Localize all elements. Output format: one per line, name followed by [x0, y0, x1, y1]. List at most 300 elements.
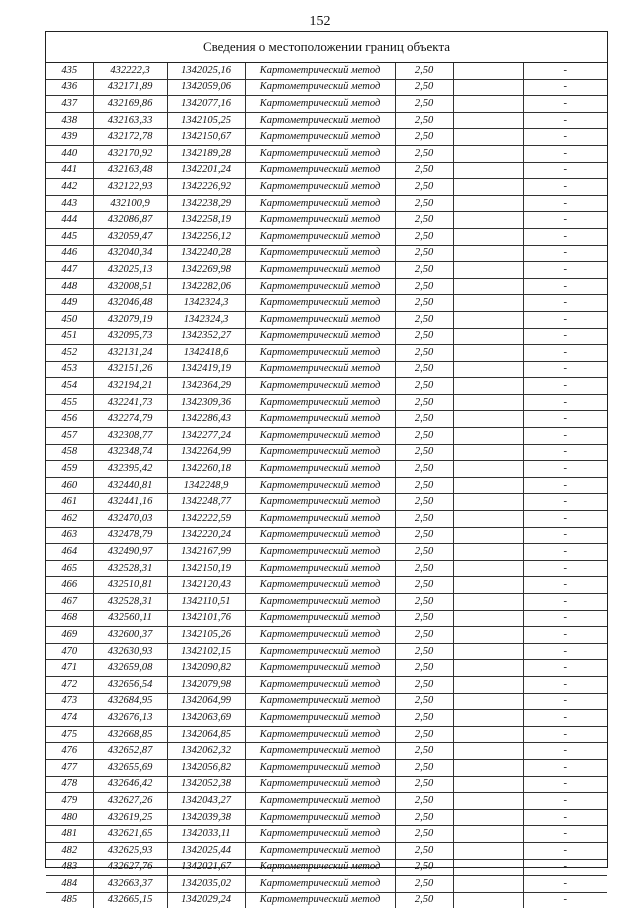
extra-cell: [453, 826, 523, 843]
precision-cell: 2,50: [395, 743, 453, 760]
precision-cell: 2,50: [395, 162, 453, 179]
x-coordinate-cell: 432560,11: [93, 610, 167, 627]
precision-cell: 2,50: [395, 378, 453, 395]
dash-cell: -: [523, 96, 607, 113]
document-table-frame: [45, 31, 608, 906]
table-title: Сведения о местоположении границ объекта: [46, 32, 607, 63]
point-number-cell: 451: [46, 328, 93, 345]
x-coordinate-cell: 432171,89: [93, 79, 167, 96]
dash-cell: -: [523, 527, 607, 544]
precision-cell: 2,50: [395, 859, 453, 876]
x-coordinate-cell: 432395,42: [93, 461, 167, 478]
method-cell: Картометрический метод: [245, 842, 395, 859]
dash-cell: -: [523, 145, 607, 162]
precision-cell: 2,50: [395, 328, 453, 345]
point-number-cell: 440: [46, 145, 93, 162]
method-cell: Картометрический метод: [245, 212, 395, 229]
extra-cell: [453, 627, 523, 644]
method-cell: Картометрический метод: [245, 112, 395, 129]
method-cell: Картометрический метод: [245, 610, 395, 627]
x-coordinate-cell: 432630,93: [93, 643, 167, 660]
extra-cell: [453, 842, 523, 859]
table-row: [46, 262, 607, 279]
precision-cell: 2,50: [395, 477, 453, 494]
dash-cell: -: [523, 179, 607, 196]
extra-cell: [453, 162, 523, 179]
method-cell: Картометрический метод: [245, 693, 395, 710]
precision-cell: 2,50: [395, 129, 453, 146]
extra-cell: [453, 411, 523, 428]
point-number-cell: 441: [46, 162, 93, 179]
extra-cell: [453, 693, 523, 710]
dash-cell: -: [523, 693, 607, 710]
y-coordinate-cell: 1342256,12: [167, 228, 245, 245]
dash-cell: -: [523, 394, 607, 411]
x-coordinate-cell: 432222,3: [93, 63, 167, 79]
dash-cell: -: [523, 245, 607, 262]
point-number-cell: 447: [46, 262, 93, 279]
x-coordinate-cell: 432046,48: [93, 295, 167, 312]
precision-cell: 2,50: [395, 610, 453, 627]
point-number-cell: 438: [46, 112, 93, 129]
dash-cell: -: [523, 428, 607, 445]
x-coordinate-cell: 432646,42: [93, 776, 167, 793]
precision-cell: 2,50: [395, 627, 453, 644]
extra-cell: [453, 776, 523, 793]
y-coordinate-cell: 1342101,76: [167, 610, 245, 627]
dash-cell: -: [523, 759, 607, 776]
dash-cell: -: [523, 212, 607, 229]
y-coordinate-cell: 1342220,24: [167, 527, 245, 544]
dash-cell: -: [523, 162, 607, 179]
extra-cell: [453, 96, 523, 113]
dash-cell: -: [563, 894, 567, 906]
point-number-cell: 455: [46, 394, 93, 411]
method-cell: Картометрический метод: [245, 195, 395, 212]
x-coordinate-cell: 432122,93: [93, 179, 167, 196]
table-row: [46, 494, 607, 511]
method-cell: Картометрический метод: [245, 594, 395, 611]
dash-cell: -: [523, 560, 607, 577]
method-cell: Картометрический метод: [245, 295, 395, 312]
method-cell: Картометрический метод: [245, 710, 395, 727]
method-cell: Картометрический метод: [245, 876, 395, 893]
method-cell: Картометрический метод: [245, 477, 395, 494]
table-row: [46, 361, 607, 378]
method-cell: Картометрический метод: [245, 278, 395, 295]
table-row: [46, 228, 607, 245]
dash-cell: -: [523, 262, 607, 279]
method-cell: Картометрический метод: [245, 228, 395, 245]
extra-cell: [453, 328, 523, 345]
method-cell: Картометрический метод: [245, 96, 395, 113]
y-coordinate-cell: 1342418,6: [167, 345, 245, 362]
method-cell: Картометрический метод: [245, 643, 395, 660]
dash-cell: -: [523, 378, 607, 395]
precision-cell: 2,50: [395, 544, 453, 561]
x-coordinate-cell: 432625,93: [93, 842, 167, 859]
extra-cell: [453, 859, 523, 876]
table-row: [46, 876, 607, 893]
y-coordinate-cell: 1342248,9: [167, 477, 245, 494]
table-row: [46, 195, 607, 212]
y-coordinate-cell: 1342150,67: [167, 129, 245, 146]
dash-cell: -: [523, 876, 607, 893]
x-coordinate-cell: 432172,78: [93, 129, 167, 146]
point-number-cell: 462: [46, 511, 93, 528]
point-number-cell: 461: [46, 494, 93, 511]
precision-cell: 2,50: [395, 262, 453, 279]
table-row: [46, 129, 607, 146]
method-cell: Картометрический метод: [245, 328, 395, 345]
extra-cell: [453, 594, 523, 611]
table-row: [46, 477, 607, 494]
precision-cell: 2,50: [395, 876, 453, 893]
method-cell: Картометрический метод: [245, 179, 395, 196]
extra-cell: [453, 278, 523, 295]
precision-cell: 2,50: [395, 676, 453, 693]
extra-cell: [453, 527, 523, 544]
dash-cell: -: [523, 477, 607, 494]
table-row: [46, 544, 607, 561]
dash-cell: -: [523, 676, 607, 693]
dash-cell: -: [523, 660, 607, 677]
table-row: [46, 145, 607, 162]
y-coordinate-cell: 1342021,67: [167, 859, 245, 876]
table-row: [46, 394, 607, 411]
y-coordinate-cell: 1342260,18: [167, 461, 245, 478]
extra-cell: [453, 295, 523, 312]
dash-cell: -: [523, 511, 607, 528]
extra-cell: [453, 710, 523, 727]
x-coordinate-cell: 432440,81: [93, 477, 167, 494]
table-row: [46, 295, 607, 312]
precision-cell: 2,50: [395, 527, 453, 544]
dash-cell: -: [523, 842, 607, 859]
x-coordinate-cell: 432008,51: [93, 278, 167, 295]
point-number-cell: 463: [46, 527, 93, 544]
method-cell: Картометрический метод: [245, 162, 395, 179]
point-number-cell: 435: [46, 63, 93, 79]
x-coordinate-cell: 432478,79: [93, 527, 167, 544]
x-coordinate-cell: 432100,9: [93, 195, 167, 212]
dash-cell: -: [523, 776, 607, 793]
point-number-cell: 477: [46, 759, 93, 776]
precision-cell: 2,50: [395, 759, 453, 776]
precision-cell: 2,50: [395, 311, 453, 328]
method-cell: Картометрический метод: [245, 129, 395, 146]
table-row: [46, 809, 607, 826]
table-row: [46, 892, 607, 908]
x-coordinate-cell: 432627,26: [93, 793, 167, 810]
table-row: [46, 328, 607, 345]
point-number-cell: 459: [46, 461, 93, 478]
extra-cell: [453, 428, 523, 445]
dash-cell: -: [523, 726, 607, 743]
point-number-cell: 467: [46, 594, 93, 611]
x-coordinate-cell: 432169,86: [93, 96, 167, 113]
x-coordinate-cell: 432095,73: [93, 328, 167, 345]
extra-cell: [453, 461, 523, 478]
precision-cell: 2,50: [395, 826, 453, 843]
extra-cell: [453, 394, 523, 411]
y-coordinate-cell: 1342248,77: [167, 494, 245, 511]
precision-cell: 2,50: [395, 245, 453, 262]
dash-cell: -: [523, 361, 607, 378]
x-coordinate-cell: 432663,37: [93, 876, 167, 893]
y-coordinate-cell: 1342258,19: [167, 212, 245, 229]
table-row: [46, 411, 607, 428]
dash-cell: -: [523, 295, 607, 312]
precision-cell: 2,50: [395, 461, 453, 478]
x-coordinate-cell: 432163,33: [93, 112, 167, 129]
table-row: [46, 759, 607, 776]
method-cell: Картометрический метод: [245, 262, 395, 279]
method-cell: Картометрический метод: [245, 527, 395, 544]
y-coordinate-cell: 1342282,06: [167, 278, 245, 295]
x-coordinate-cell: 432655,69: [93, 759, 167, 776]
x-coordinate-cell: 432656,54: [93, 676, 167, 693]
method-cell: Картометрический метод: [245, 776, 395, 793]
table-row: [46, 444, 607, 461]
point-number-cell: 466: [46, 577, 93, 594]
table-row: [46, 660, 607, 677]
method-cell: Картометрический метод: [245, 726, 395, 743]
dash-cell: -: [523, 228, 607, 245]
x-coordinate-cell: 432308,77: [93, 428, 167, 445]
y-coordinate-cell: 1342189,28: [167, 145, 245, 162]
point-number-cell: 445: [46, 228, 93, 245]
dash-cell: -: [523, 79, 607, 96]
y-coordinate-cell: 1342167,99: [167, 544, 245, 561]
method-cell: Картометрический метод: [245, 826, 395, 843]
extra-cell: [453, 726, 523, 743]
y-coordinate-cell: 1342238,29: [167, 195, 245, 212]
table-row: [46, 245, 607, 262]
dash-cell: -: [523, 444, 607, 461]
method-cell: Картометрический метод: [245, 759, 395, 776]
y-coordinate-cell: 1342105,26: [167, 627, 245, 644]
point-number-cell: 448: [46, 278, 93, 295]
y-coordinate-cell: 1342039,38: [167, 809, 245, 826]
dash-cell: -: [523, 826, 607, 843]
method-cell: Картометрический метод: [245, 361, 395, 378]
dash-cell: -: [523, 610, 607, 627]
point-number-cell: 482: [46, 842, 93, 859]
point-number-cell: 480: [46, 809, 93, 826]
point-number-cell: 442: [46, 179, 93, 196]
extra-cell: [453, 112, 523, 129]
point-number-cell: 446: [46, 245, 93, 262]
x-coordinate-cell: 432040,34: [93, 245, 167, 262]
table-row: [46, 610, 607, 627]
x-coordinate-cell: 432621,65: [93, 826, 167, 843]
extra-cell: [453, 228, 523, 245]
dash-cell: -: [523, 328, 607, 345]
precision-cell: 2,50: [395, 710, 453, 727]
precision-cell: 2,50: [395, 494, 453, 511]
point-number-cell: 474: [46, 710, 93, 727]
dash-cell: -: [523, 311, 607, 328]
x-coordinate-cell: 432627,76: [93, 859, 167, 876]
y-coordinate-cell: 1342064,99: [167, 693, 245, 710]
table-row: [46, 859, 607, 876]
point-number-cell: 456: [46, 411, 93, 428]
precision-cell: 2,50: [395, 228, 453, 245]
point-number-cell: 444: [46, 212, 93, 229]
table-row: [46, 345, 607, 362]
point-number-cell: 484: [46, 876, 93, 893]
extra-cell: [453, 129, 523, 146]
extra-cell: [453, 892, 523, 908]
point-number-cell: 485: [46, 892, 93, 908]
extra-cell: [453, 378, 523, 395]
dash-cell: -: [523, 859, 607, 876]
y-coordinate-cell: 1342063,69: [167, 710, 245, 727]
extra-cell: [453, 212, 523, 229]
y-coordinate-cell: 1342102,15: [167, 643, 245, 660]
point-number-cell: 476: [46, 743, 93, 760]
dash-cell: -: [523, 643, 607, 660]
y-coordinate-cell: 1342077,16: [167, 96, 245, 113]
extra-cell: [453, 876, 523, 893]
x-coordinate-cell: 432241,73: [93, 394, 167, 411]
precision-cell: 2,50: [395, 809, 453, 826]
dash-cell: -: [523, 577, 607, 594]
y-coordinate-cell: 1342240,28: [167, 245, 245, 262]
method-cell: Картометрический метод: [245, 544, 395, 561]
method-cell: Картометрический метод: [245, 494, 395, 511]
point-number-cell: 453: [46, 361, 93, 378]
table-row: [46, 826, 607, 843]
table-row: [46, 96, 607, 113]
table-row: [46, 743, 607, 760]
y-coordinate-cell: 1342110,51: [167, 594, 245, 611]
table-row: [46, 693, 607, 710]
extra-cell: [453, 345, 523, 362]
precision-cell: 2,50: [395, 643, 453, 660]
y-coordinate-cell: 1342222,59: [167, 511, 245, 528]
method-cell: Картометрический метод: [245, 394, 395, 411]
table-row: [46, 112, 607, 129]
method-cell: Картометрический метод: [245, 560, 395, 577]
precision-cell: 2,50: [395, 394, 453, 411]
table-row: [46, 162, 607, 179]
x-coordinate-cell: 432490,97: [93, 544, 167, 561]
x-coordinate-cell: 432348,74: [93, 444, 167, 461]
precision-cell: 2,50: [395, 793, 453, 810]
dash-cell: -: [523, 461, 607, 478]
y-coordinate-cell: 1342064,85: [167, 726, 245, 743]
point-number-cell: 483: [46, 859, 93, 876]
precision-cell: 2,50: [395, 577, 453, 594]
method-cell: Картометрический метод: [245, 428, 395, 445]
method-cell: Картометрический метод: [245, 511, 395, 528]
y-coordinate-cell: 1342105,25: [167, 112, 245, 129]
y-coordinate-cell: 1342352,27: [167, 328, 245, 345]
precision-cell: 2,50: [395, 63, 453, 79]
table-row: [46, 793, 607, 810]
precision-cell: 2,50: [395, 345, 453, 362]
table-row: [46, 378, 607, 395]
extra-cell: [453, 262, 523, 279]
point-number-cell: 468: [46, 610, 93, 627]
extra-cell: [453, 511, 523, 528]
x-coordinate-cell: 432652,87: [93, 743, 167, 760]
table-row: [46, 179, 607, 196]
extra-cell: [453, 145, 523, 162]
x-coordinate-cell: 432510,81: [93, 577, 167, 594]
extra-cell: [453, 245, 523, 262]
point-number-cell: 465: [46, 560, 93, 577]
point-number-cell: 443: [46, 195, 93, 212]
y-coordinate-cell: 1342201,24: [167, 162, 245, 179]
y-coordinate-cell: 1342025,16: [167, 63, 245, 79]
y-coordinate-cell: 1342043,27: [167, 793, 245, 810]
coordinates-table: [46, 63, 607, 908]
x-coordinate-cell: 432441,16: [93, 494, 167, 511]
dash-cell: -: [523, 278, 607, 295]
extra-cell: [453, 743, 523, 760]
table-row: [46, 79, 607, 96]
extra-cell: [453, 63, 523, 79]
point-number-cell: 457: [46, 428, 93, 445]
x-coordinate-cell: 432079,19: [93, 311, 167, 328]
dash-cell: -: [523, 112, 607, 129]
precision-cell: 2,50: [395, 428, 453, 445]
point-number-cell: 481: [46, 826, 93, 843]
precision-cell: 2,50: [395, 179, 453, 196]
table-row: [46, 726, 607, 743]
x-coordinate-cell: 432025,13: [93, 262, 167, 279]
method-cell: Картометрический метод: [245, 859, 395, 876]
x-coordinate-cell: 432059,47: [93, 228, 167, 245]
table-row: [46, 212, 607, 229]
method-cell: Картометрический метод: [245, 892, 395, 908]
y-coordinate-cell: 1342062,32: [167, 743, 245, 760]
dash-cell: -: [523, 195, 607, 212]
extra-cell: [453, 79, 523, 96]
method-cell: Картометрический метод: [245, 378, 395, 395]
y-coordinate-cell: 1342309,36: [167, 394, 245, 411]
x-coordinate-cell: 432470,03: [93, 511, 167, 528]
x-coordinate-cell: 432528,31: [93, 594, 167, 611]
precision-cell: 2,50: [395, 79, 453, 96]
method-cell: Картометрический метод: [245, 79, 395, 96]
extra-cell: [453, 809, 523, 826]
method-cell: Картометрический метод: [245, 444, 395, 461]
dash-cell: -: [523, 129, 607, 146]
point-number-cell: 479: [46, 793, 93, 810]
y-coordinate-cell: 1342033,11: [167, 826, 245, 843]
method-cell: Картометрический метод: [245, 660, 395, 677]
table-row: [46, 627, 607, 644]
point-number-cell: 436: [46, 79, 93, 96]
table-row: [46, 643, 607, 660]
dash-cell: -: [523, 544, 607, 561]
table-row: [46, 511, 607, 528]
table-row: [46, 594, 607, 611]
precision-cell: 2,50: [395, 892, 453, 908]
extra-cell: [453, 311, 523, 328]
extra-cell: [453, 361, 523, 378]
x-coordinate-cell: 432600,37: [93, 627, 167, 644]
dash-cell: -: [523, 743, 607, 760]
extra-cell: [453, 759, 523, 776]
y-coordinate-cell: 1342035,02: [167, 876, 245, 893]
dash-cell: -: [523, 494, 607, 511]
precision-cell: 2,50: [395, 511, 453, 528]
